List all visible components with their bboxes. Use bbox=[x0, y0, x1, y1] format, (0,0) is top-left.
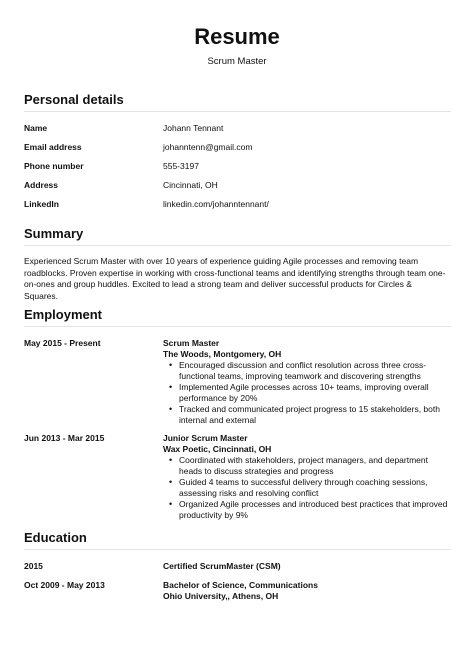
education-degree: Certified ScrumMaster (CSM) bbox=[163, 561, 281, 571]
email-link[interactable]: johanntenn@gmail.com bbox=[163, 142, 253, 152]
job-bullet: • Organized Agile processes and introduced best practices that improved productivity by 9% bbox=[179, 499, 451, 521]
job-bullet: • Encouraged discussion and conflict resolution across three cross-functional teams, improving teamwork and discovering strengths bbox=[179, 360, 451, 382]
job-bullet: • Tracked and communicated project progress to 15 stakeholders, both internal and external bbox=[179, 404, 451, 426]
job-dates: Jun 2013 - Mar 2015 bbox=[24, 433, 105, 443]
job-bullet: • Guided 4 teams to successful delivery through coaching sessions, assessing risks and resolving conflict bbox=[179, 477, 451, 499]
education-degree: Bachelor of Science, Communications bbox=[163, 580, 318, 590]
resume-subtitle: Scrum Master bbox=[207, 56, 267, 67]
section-divider bbox=[24, 326, 451, 327]
detail-label: Phone number bbox=[24, 161, 84, 171]
employment-heading: Employment bbox=[24, 307, 103, 322]
education-dates: 2015 bbox=[24, 561, 43, 571]
education-dates: Oct 2009 - May 2013 bbox=[24, 580, 105, 590]
job-employer: Wax Poetic, Cincinnati, OH bbox=[163, 444, 272, 454]
job-bullet: • Implemented Agile processes across 10+ teams, improving overall performance by 20% bbox=[179, 382, 451, 404]
education-heading: Education bbox=[24, 530, 87, 545]
detail-label: Email address bbox=[24, 142, 82, 152]
detail-value: 555-3197 bbox=[163, 161, 199, 171]
section-divider bbox=[24, 111, 451, 112]
section-divider bbox=[24, 245, 451, 246]
detail-label: Address bbox=[24, 180, 59, 190]
job-bullets bbox=[163, 455, 451, 521]
personal-details-heading: Personal details bbox=[24, 92, 124, 107]
education-details bbox=[163, 561, 451, 572]
job-employer: The Woods, Montgomery, OH bbox=[163, 349, 282, 359]
job-bullets bbox=[163, 360, 451, 426]
section-divider bbox=[24, 549, 451, 550]
summary-text: Experienced Scrum Master with over 10 years of experience guiding Agile processes and removing team roadblocks. Proven expertise in working with cross-functional teams and identifying strengths through team one-on-ones and group huddles. Excited to lead a strong team and deliver successful products for Circles & Squares. bbox=[24, 256, 446, 301]
linkedin-link[interactable]: linkedin.com/johanntennant/ bbox=[163, 199, 269, 209]
job-bullet: • Coordinated with stakeholders, project managers, and department heads to discuss strategies and progress bbox=[179, 455, 451, 477]
detail-label: LinkedIn bbox=[24, 199, 59, 209]
summary-heading: Summary bbox=[24, 226, 84, 241]
detail-label: Name bbox=[24, 123, 48, 133]
job-title: Scrum Master bbox=[163, 338, 220, 348]
education-details bbox=[163, 580, 451, 602]
job-details bbox=[163, 433, 451, 521]
job-title: Junior Scrum Master bbox=[163, 433, 248, 443]
detail-value: Cincinnati, OH bbox=[163, 180, 218, 190]
job-details bbox=[163, 338, 451, 426]
resume-title: Resume bbox=[194, 24, 280, 49]
job-dates: May 2015 - Present bbox=[24, 338, 101, 348]
detail-value: Johann Tennant bbox=[163, 123, 224, 133]
education-school: Ohio University,, Athens, OH bbox=[163, 591, 279, 601]
